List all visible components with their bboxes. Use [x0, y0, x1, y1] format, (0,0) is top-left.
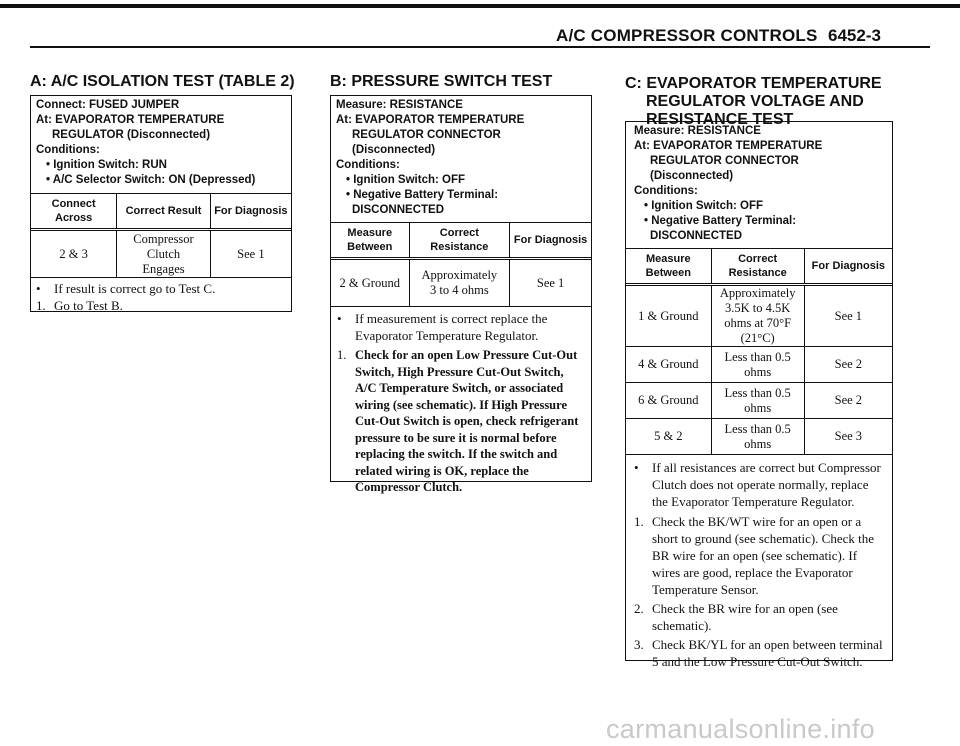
connect-line: Connect: FUSED JUMPER [36, 99, 180, 111]
conditions-label: Conditions: [36, 144, 100, 156]
table-header: Correct Resistance [409, 223, 510, 259]
section-b-notes [331, 307, 591, 499]
condition-ignition: • Ignition Switch: OFF [346, 174, 466, 186]
table-cell: 2 & Ground [331, 259, 409, 307]
section-c-title-line: RESISTANCE TEST [646, 111, 794, 128]
section-c-notes [626, 455, 892, 672]
step-number: 3. [634, 637, 644, 652]
note-bullet: If result is correct go to Test C. [54, 281, 216, 296]
bullet-marker: • [337, 311, 342, 326]
condition-battery-state: DISCONNECTED [352, 204, 445, 216]
condition-battery: • Negative Battery Terminal: [644, 215, 797, 227]
at-line: At: EVAPORATOR TEMPERATURE [336, 114, 525, 126]
at-line: At: EVAPORATOR TEMPERATURE [36, 114, 225, 126]
section-a-notes [31, 278, 291, 316]
step-number: 1. [337, 348, 347, 362]
table-cell: Approximately 3.5K to 4.5K ohms at 70°F (21°C) [711, 285, 804, 347]
note-step-2: Check the BR wire for an open (see schematic). [652, 601, 838, 633]
measure-line: Measure: RESISTANCE [336, 99, 463, 111]
at-line-2: REGULATOR CONNECTOR [352, 129, 501, 141]
table-cell: See 1 [210, 230, 291, 278]
section-a-spec [31, 96, 291, 190]
condition-battery-state: DISCONNECTED [650, 230, 743, 242]
note-bullet: If measurement is correct replace the Evaporator Temperature Regulator. [355, 311, 548, 343]
table-header: Measure Between [626, 249, 711, 285]
section-c-box [625, 121, 893, 669]
table-cell: 4 & Ground [626, 347, 711, 383]
table-cell: Less than 0.5 ohms [711, 347, 804, 383]
table-cell: See 1 [510, 259, 591, 307]
section-c-title-line: C: EVAPORATOR TEMPERATURE [625, 75, 882, 92]
page-title: A/C COMPRESSOR CONTROLS [556, 26, 818, 45]
note-step-1: Check for an open Low Pressure Cut-Out Switch, High Pressure Cut-Out Switch, A/C Temperature Switch, or associated wiring (see schematic). If High Pressure Cut-Out Switch is open, check refrigerant pressure to be sure it is normal before replacing the switch. If the switch and related wiring is OK, replace the Compressor Clutch. [355, 348, 579, 494]
table-cell: Less than 0.5 ohms [711, 383, 804, 419]
note-step-1: Go to Test B. [54, 298, 123, 313]
table-cell: See 3 [804, 419, 892, 455]
condition-ac-switch: • A/C Selector Switch: ON (Depressed) [46, 174, 256, 186]
at-line-3: (Disconnected) [352, 144, 436, 156]
page-number: 6452-3 [828, 26, 881, 45]
condition-battery: • Negative Battery Terminal: [346, 189, 499, 201]
table-header: Connect Across [31, 194, 117, 230]
table-header: Measure Between [331, 223, 409, 259]
at-line-2: REGULATOR CONNECTOR [650, 155, 799, 167]
step-number: 2. [634, 601, 644, 616]
table-cell: See 2 [804, 347, 892, 383]
table-cell: Compressor Clutch Engages [117, 230, 210, 278]
at-line: At: EVAPORATOR TEMPERATURE [634, 140, 823, 152]
table-row [31, 230, 291, 278]
at-line-2: REGULATOR (Disconnected) [52, 129, 211, 141]
table-header: For Diagnosis [510, 223, 591, 259]
note-bullet: If all resistances are correct but Compressor Clutch does not operate normally, replace the Evaporator Temperature Regulator. [652, 460, 881, 509]
note-step-3: Check BK/YL for an open between terminal 5 and the Low Pressure Cut-Out Switch. [652, 637, 883, 669]
table-header: For Diagnosis [804, 249, 892, 285]
bullet-marker: • [634, 460, 639, 475]
table-header: Correct Resistance [711, 249, 804, 285]
table-cell: See 2 [804, 383, 892, 419]
step-number: 1. [36, 298, 46, 313]
table-header: Correct Result [117, 194, 210, 230]
watermark-text: carmanualsonline.info [606, 714, 875, 744]
at-line-3: (Disconnected) [650, 170, 734, 182]
table-cell: Approximately 3 to 4 ohms [409, 259, 510, 307]
conditions-label: Conditions: [336, 159, 400, 171]
table-cell: See 1 [804, 285, 892, 347]
section-b-title: B: PRESSURE SWITCH TEST [330, 73, 553, 90]
section-a-title: A: A/C ISOLATION TEST (TABLE 2) [30, 73, 295, 90]
table-cell: 2 & 3 [31, 230, 117, 278]
table-cell: Less than 0.5 ohms [711, 419, 804, 455]
table-row [626, 285, 892, 347]
section-b-spec [331, 96, 591, 220]
section-c-spec [626, 122, 892, 246]
table-row [331, 259, 591, 307]
table-cell: 6 & Ground [626, 383, 711, 419]
top-rule [0, 4, 960, 8]
table-row [626, 383, 892, 419]
section-c-table [626, 248, 892, 455]
section-b-box [330, 95, 592, 494]
section-a-table [31, 193, 291, 278]
conditions-label: Conditions: [634, 185, 698, 197]
table-cell: 5 & 2 [626, 419, 711, 455]
section-b-table [331, 222, 591, 307]
section-a-box [30, 95, 292, 312]
bullet-marker: • [36, 281, 41, 296]
measure-line: Measure: RESISTANCE [634, 125, 761, 137]
table-cell: 1 & Ground [626, 285, 711, 347]
table-row [626, 347, 892, 383]
step-number: 1. [634, 514, 644, 529]
section-c-title-line: REGULATOR VOLTAGE AND [646, 93, 864, 110]
table-row [626, 419, 892, 455]
header-rule [30, 46, 930, 48]
condition-ignition: • Ignition Switch: RUN [46, 159, 167, 171]
condition-ignition: • Ignition Switch: OFF [644, 200, 764, 212]
table-header: For Diagnosis [210, 194, 291, 230]
note-step-1: Check the BK/WT wire for an open or a short to ground (see schematic). Check the BR wire for an open (see schematic). If wires are good, replace the Evaporator Temperature Sensor. [652, 514, 875, 597]
